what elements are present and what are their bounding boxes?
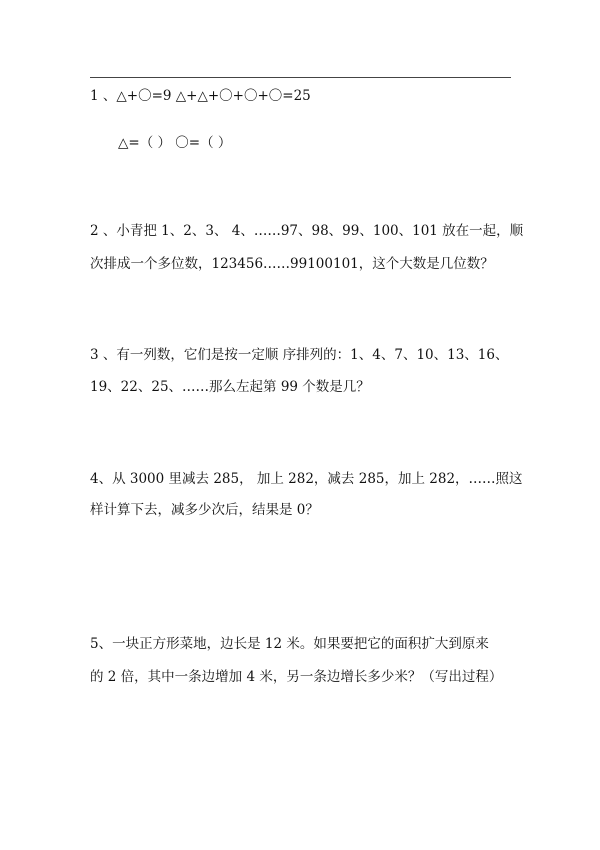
problem-3-line-1: 3 、有一列数，它们是按一定顺 序排列的：1、4、7、10、13、16、 (90, 347, 509, 363)
problem-3-line-2: 19、22、25、……那么左起第 99 个数是几？ (90, 379, 370, 395)
problem-4-line-1: 4、从 3000 里减去 285， 加上 282，减去 285，加上 282，……照这 (90, 471, 523, 487)
header-rule (90, 77, 511, 78)
problem-5-line-1: 5、一块正方形菜地，边长是 12 米。如果要把它的面积扩大到原来 (90, 636, 489, 652)
problem-2-line-1: 2 、小青把 1、2、3、 4、……97、98、99、100、101 放在一起，顺 (90, 223, 524, 239)
problem-1-line-1: 1 、△+〇=9 △+△+〇+〇+〇=25 (90, 88, 311, 104)
problem-1-answer-blanks: △=（ ） 〇=（ ） (118, 135, 232, 151)
problem-4-line-2: 样计算下去，减多少次后，结果是 0？ (90, 502, 319, 518)
problem-5-line-2: 的 2 倍，其中一条边增加 4 米，另一条边增长多少米？（写出过程） (90, 669, 503, 685)
problem-2-line-2: 次排成一个多位数，123456……99100101，这个大数是几位数？ (90, 256, 494, 272)
